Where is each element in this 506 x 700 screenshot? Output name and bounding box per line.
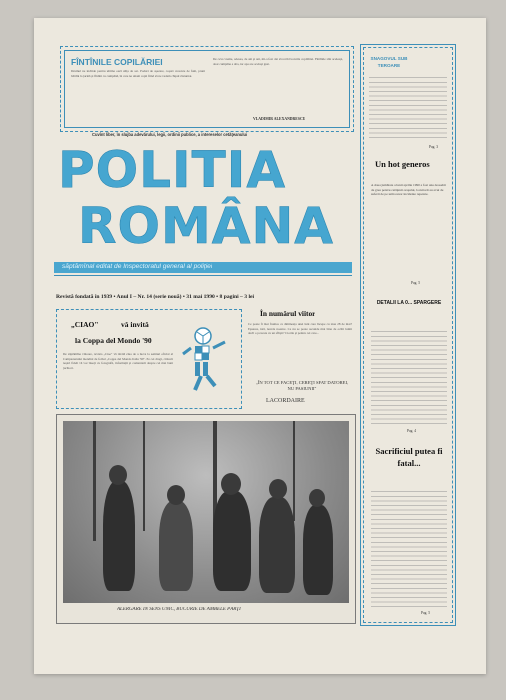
child-figure (159, 501, 193, 591)
subtitle-bar (54, 262, 352, 273)
child-figure (303, 505, 333, 595)
next-issue-quote-author: LACORDAIRE (266, 398, 305, 404)
sidebar-section1-text (369, 75, 447, 141)
children-running-photo (63, 421, 349, 603)
subtitle-rule (54, 275, 352, 276)
feature-body-right: De ceva vreme, adesea, de ani şi ani, mi-a fost dat să revăd locurile copilăriei. Fîntînile sînt aceleaşi, doar cumpăna e alta, iar apa are acelaşi gust. (213, 57, 343, 66)
tree-trunk (93, 421, 96, 541)
sidebar-section3-page: Pag. 4 (407, 429, 416, 433)
sidebar-section2-page: Pag. 5 (411, 281, 420, 285)
child-head (167, 485, 185, 505)
sidebar-section4-page: Pag. 5 (421, 611, 430, 615)
masthead-line1: POLITIA (58, 142, 287, 199)
sidebar-section4-title: Sacrificiul putea fi fatal... (375, 446, 443, 468)
ciao-subtitle: la Coppa del Mondo '90 (75, 336, 152, 345)
next-issue-body: Ce poate fi mai frumos ca dimineaţa unei luni care începe cu ziua 28 de mai? Eşuarea, iată, navele noastre. Ce nu se poate ascunde mai bine de ochii lumii decît o poveste cu un sfîrşit? Ciorile şi pentru cei care... (248, 322, 352, 336)
newspaper-page (34, 18, 486, 674)
ciao-title-left: „CIAO" (71, 320, 99, 329)
ciao-title-right: vă invită (121, 320, 149, 329)
sidebar-body-text: A doua jumătate a lunii aprilie 1990 a fost una deosebit de grea pentru cetăţenii oraşului, locuitorii au avut de suferit de pe urma unor incidente repetate. (371, 183, 446, 197)
subtitle-text: săptămînal editat de Inspectoratul general al poliţiei (62, 263, 213, 270)
next-issue-quote: „ÎN TOT CE FACEŢI, CEREŢI SFAT DATOREI, NU PASIUNII" (255, 380, 349, 391)
feature-body-left: Drumul ne inchide pentru ultima oară uliţa de sat. Poduri de aşezare, coşuri crescute de fum, pruni bătrîni la ţarină şi fîntîni cu cumpănă, în care ne uitam copii fiind să ne vedem chipul răsturnat. (71, 69, 205, 78)
sidebar-section3-text (371, 329, 447, 425)
sidebar-section1-title: SNAGOVUL SUB TEROARE (370, 56, 408, 68)
sidebar-section4-text (371, 489, 447, 609)
sidebar-section3-title: DETALII LA 0... SPARGERE (376, 300, 442, 306)
child-figure (103, 481, 135, 591)
child-figure (259, 497, 295, 593)
child-head (309, 489, 325, 507)
feature-title: FÎNTÎNILE COPILĂRIEI (71, 57, 163, 67)
top-feature-box (60, 46, 354, 132)
masthead (58, 142, 356, 260)
sidebar-column (360, 44, 456, 626)
child-head (109, 465, 127, 485)
feature-author: VLADIMIR ALEXANDRESCU (253, 117, 306, 121)
tree-trunk (293, 421, 295, 521)
ciao-mascot-image (181, 324, 233, 398)
ciao-box (56, 309, 242, 409)
next-issue-title: În numărul viitor (260, 309, 316, 318)
photo-frame (56, 414, 356, 624)
tagline: Cuvînt liber, în slujba adevărului, legii, ordinii publice, a intereselor cetăţeanului (92, 132, 248, 137)
masthead-line2: ROMÂNA (78, 197, 334, 255)
child-head (221, 473, 241, 495)
top-feature-inner (64, 50, 350, 128)
photo-caption: ALERGARE ÎN SENS UNIC, BUCURIE DE AMBELE PĂRŢI (117, 607, 241, 612)
child-head (269, 479, 287, 499)
child-figure (213, 491, 251, 591)
tree-trunk (143, 421, 145, 531)
sidebar-section1-page: Pag. 3 (429, 145, 438, 149)
issue-line: Revistă fondată în 1939 • Anul I – Nr. 14 (serie nouă) • 31 mai 1990 • 8 pagini – 3 lei (56, 294, 255, 300)
ciao-body: De săptămîna viitoare, revista „Ciao" vă invită ziua de a lucra la semnul oficial al Campionatului mondial de fotbal „Coppa del Mondo Italia '90". Pe cei dragi, cititorii noştri fideli vă vor însoţi cu fotografii, informaţii şi comentarii despre cei mai buni jucători. (63, 352, 173, 370)
sidebar-section2-title: Un hot generos (375, 159, 430, 169)
